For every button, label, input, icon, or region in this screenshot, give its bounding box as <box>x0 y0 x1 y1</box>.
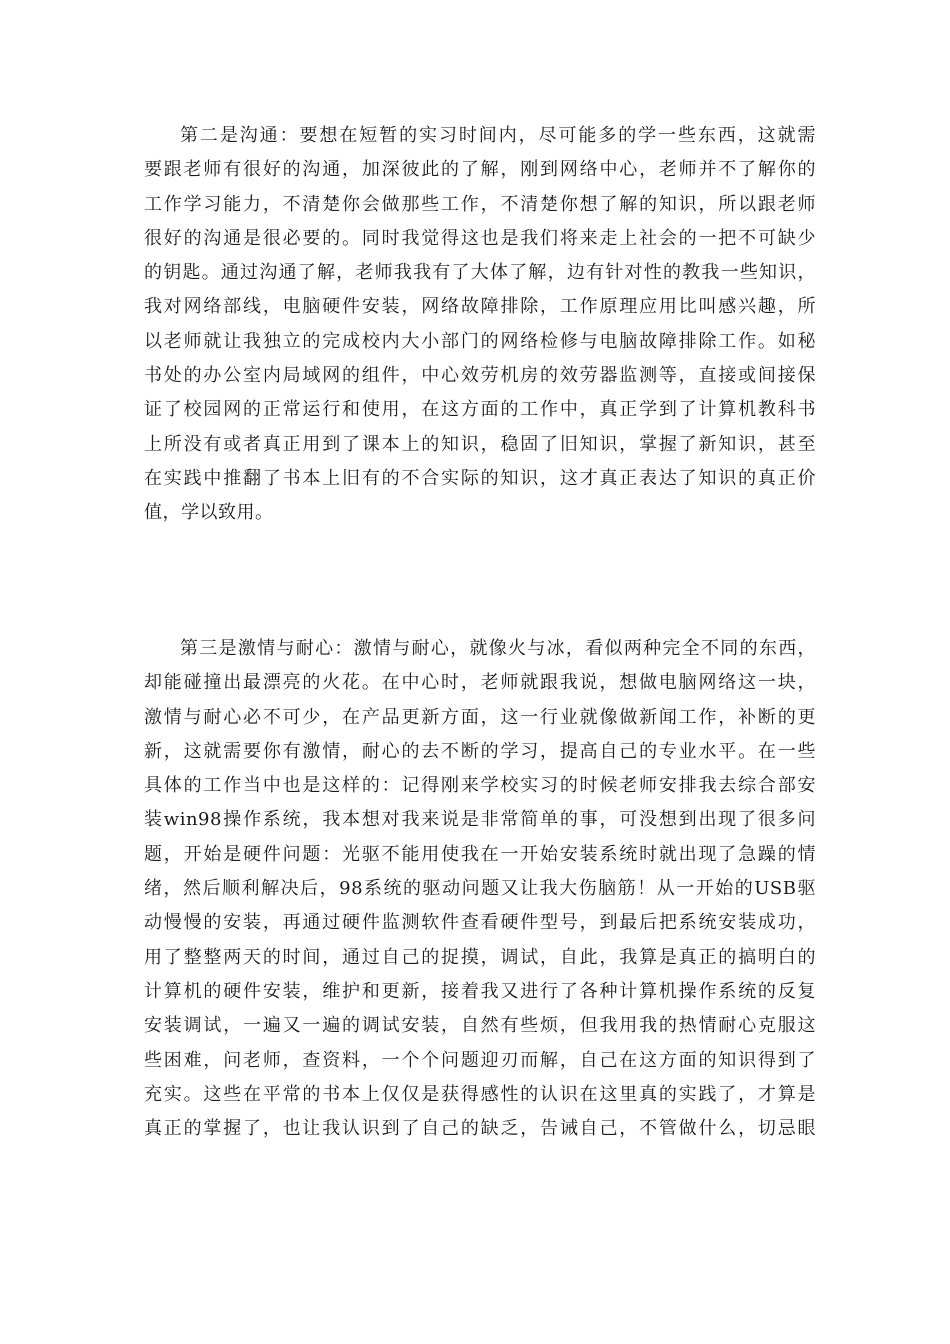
text-line: 充实。这些在平常的书本上仅仅是获得感性的认识在这里真的实践了，才算是 <box>144 1083 816 1105</box>
text-line: 却能碰撞出最漂亮的火花。在中心时，老师就跟我说，想做电脑网络这一块， <box>144 672 816 694</box>
text-line: 在实践中推翻了书本上旧有的不合实际的知识，这才真正表达了知识的真正价 <box>144 467 816 489</box>
text-line: 第二是沟通：要想在短暂的实习时间内，尽可能多的学一些东西，这就需 <box>180 125 816 146</box>
paragraph-passion-patience <box>144 632 816 1146</box>
text-line: 工作学习能力，不清楚你会做那些工作，不清楚你想了解的知识，所以跟老师 <box>144 193 816 215</box>
text-line: 要跟老师有很好的沟通，加深彼此的了解，刚到网络中心，老师并不了解你的 <box>144 159 816 181</box>
text-line: 值，学以致用。 <box>144 502 274 524</box>
text-line: 新，这就需要你有激情，耐心的去不断的学习，提高自己的专业水平。在一些 <box>144 740 816 762</box>
text-line: 我对网络部线，电脑硬件安装，网络故障排除，工作原理应用比叫感兴趣，所 <box>144 296 816 318</box>
text-line: 以老师就让我独立的完成校内大小部门的网络检修与电脑故障排除工作。如秘 <box>144 330 816 352</box>
text-line: 上所没有或者真正用到了课本上的知识，稳固了旧知识，掌握了新知识，甚至 <box>144 433 816 455</box>
text-line: 计算机的硬件安装，维护和更新，接着我又进行了各种计算机操作系统的反复 <box>144 980 816 1002</box>
text-line: 真正的掌握了，也让我认识到了自己的缺乏，告诫自己，不管做什么，切忌眼 <box>144 1118 816 1140</box>
text-line: 题，开始是硬件问题：光驱不能用使我在一开始安装系统时就出现了急躁的情 <box>144 843 816 865</box>
text-line: 装win98操作系统，我本想对我来说是非常简单的事，可没想到出现了很多问 <box>144 809 816 831</box>
text-line: 的钥匙。通过沟通了解，老师我我有了大体了解，边有针对性的教我一些知识， <box>144 262 816 284</box>
text-line: 书处的办公室内局域网的组件，中心效劳机房的效劳器监测等，直接或间接保 <box>144 365 816 387</box>
text-line: 些困难，问老师，查资料，一个个问题迎刃而解，自己在这方面的知识得到了 <box>144 1049 816 1071</box>
text-line: 激情与耐心必不可少，在产品更新方面，这一行业就像做新闻工作，补断的更 <box>144 706 816 728</box>
text-line: 用了整整两天的时间，通过自己的捉摸，调试，自此，我算是真正的搞明白的 <box>144 946 816 968</box>
text-line: 证了校园网的正常运行和使用，在这方面的工作中，真正学到了计算机教科书 <box>144 399 816 421</box>
paragraph-communication <box>144 119 816 531</box>
text-line: 第三是激情与耐心：激情与耐心，就像火与冰，看似两种完全不同的东西， <box>180 638 816 659</box>
text-line: 绪，然后顺利解决后，98系统的驱动问题又让我大伤脑筋！从一开始的USB驱 <box>144 878 816 900</box>
text-line: 动慢慢的安装，再通过硬件监测软件查看硬件型号，到最后把系统安装成功， <box>144 912 816 934</box>
text-line: 很好的沟通是很必要的。同时我觉得这也是我们将来走上社会的一把不可缺少 <box>144 227 816 249</box>
text-line: 安装调试，一遍又一遍的调试安装，自然有些烦，但我用我的热情耐心克服这 <box>144 1015 816 1037</box>
text-line: 具体的工作当中也是这样的：记得刚来学校实习的时候老师安排我去综合部安 <box>144 775 816 797</box>
